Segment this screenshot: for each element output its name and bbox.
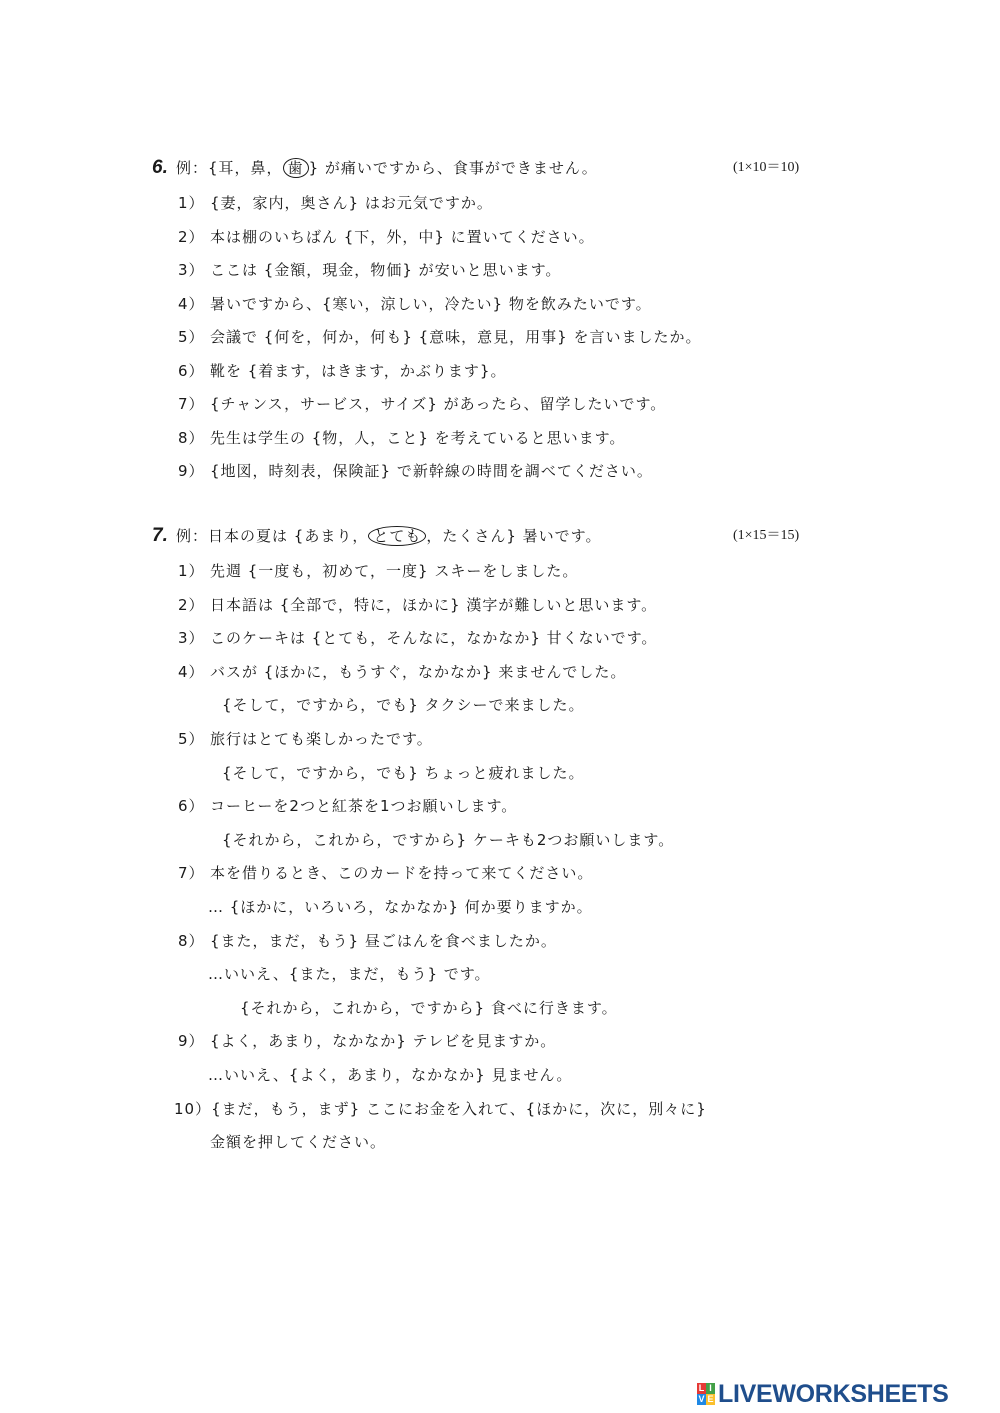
section-6-points: (1×10＝10) (733, 160, 800, 175)
section-7-item-line (178, 561, 578, 581)
item-number: 6） (178, 361, 205, 380)
item-text: ここは {金額，現金，物価} が安いと思います。 (210, 261, 562, 279)
item-text: 日本語は {全部で，特に，ほかに} 漢字が難しいと思います。 (210, 595, 658, 614)
item-text: {よく，あまり，なかなか} テレビを見ますか。 (210, 1032, 557, 1051)
section-7-item-line (174, 1099, 707, 1119)
item-text: {それから，これから，ですから} 食べに行きます。 (240, 998, 618, 1017)
section-7-item-line (222, 695, 585, 715)
item-text: コーヒーを2つと紅茶を1つお願いします。 (210, 797, 518, 816)
item-number: 8） (178, 931, 205, 950)
item-text: 先週 {一度も，初めて，一度} スキーをしました。 (210, 562, 579, 580)
section-7-item-line (208, 1065, 572, 1085)
item-text: …いいえ、{また，まだ，もう} です。 (208, 965, 491, 984)
section-7-item-line (178, 796, 517, 816)
item-number: 7） (178, 864, 205, 883)
item-number: 5） (178, 328, 205, 346)
section-7-item-line (178, 595, 657, 615)
section-7-item-line (178, 729, 433, 749)
item-number: 8） (178, 428, 205, 447)
item-number: 7） (178, 395, 205, 413)
liveworksheets-logo[interactable] (697, 1381, 949, 1407)
item-number: 4） (178, 294, 205, 313)
item-number: 6） (178, 797, 205, 816)
section-7-example (176, 526, 601, 546)
section-7-item-line (208, 897, 593, 917)
section-6-item-line (178, 428, 625, 448)
section-7-item-line (222, 830, 674, 850)
logo-box-letter: L (698, 1383, 705, 1393)
item-number: 4） (178, 662, 205, 681)
section-7-item-line (210, 1132, 386, 1152)
item-text: {そして，ですから，でも} タクシーで来ました。 (222, 696, 585, 715)
section-7-item-line (178, 628, 657, 648)
example-pre: {耳，鼻， (208, 159, 283, 177)
example-label: 例： (176, 159, 209, 177)
item-text: 金額を押してください。 (210, 1133, 387, 1152)
section-6-item-line (178, 260, 561, 280)
section-6-item-line (178, 227, 595, 247)
section-6-item-line (178, 394, 666, 414)
section-7-item-line (240, 998, 618, 1018)
item-text: 本を借りるとき、このカードを持って来てください。 (210, 864, 594, 883)
section-6-item-line (178, 294, 652, 314)
item-text: {また，まだ，もう} 昼ごはんを食べましたか。 (210, 931, 557, 950)
item-number: 3） (178, 261, 205, 279)
item-text: このケーキは {とても，そんなに，なかなか} 甘くないです。 (210, 629, 658, 648)
item-text: 靴を {着ます，はきます，かぶります}。 (210, 361, 507, 380)
item-number: 9） (178, 1032, 205, 1051)
item-text: … {ほかに，いろいろ，なかなか} 何か要りますか。 (208, 898, 593, 916)
item-text: {そして，ですから，でも} ちょっと疲れました。 (222, 763, 585, 782)
item-text: 先生は学生の {物，人，こと} を考えていると思います。 (210, 428, 626, 447)
example-pre: 日本の夏は {あまり， (208, 527, 369, 545)
section-6-item-line (178, 327, 701, 347)
item-text: 暑いですから、{寒い，涼しい，冷たい} 物を飲みたいです。 (210, 294, 652, 313)
item-text: {妻，家内，奥さん} はお元気ですか。 (210, 194, 493, 212)
item-text: バスが {ほかに，もうすぐ，なかなか} 来ませんでした。 (210, 662, 627, 681)
section-7-number: 7. (152, 525, 168, 546)
section-6-item-line (178, 193, 493, 213)
section-7-item-line (178, 662, 626, 682)
logo-box-letter: E (707, 1394, 714, 1404)
section-7-item-line (178, 931, 557, 951)
item-text: {チャンス，サービス，サイズ} があったら、留学したいです。 (210, 395, 667, 413)
example-post: ，たくさん} 暑いです。 (426, 527, 602, 545)
item-number: 10） (174, 1099, 212, 1118)
section-6-example (176, 158, 598, 178)
item-number: 2） (178, 227, 205, 246)
section-7-item-line (222, 763, 585, 783)
item-text: 旅行はとても楽しかったです。 (210, 730, 433, 748)
item-text: {地図，時刻表，保険証} で新幹線の時間を調べてください。 (210, 462, 653, 480)
item-number: 2） (178, 595, 205, 614)
example-circled-answer: 歯 (283, 158, 309, 178)
item-text: {まだ，もう，まず} ここにお金を入れて、{ほかに，次に，別々に} (211, 1099, 707, 1118)
example-circled-answer: とても (368, 526, 426, 546)
item-number: 3） (178, 629, 205, 648)
logo-box-letter: I (706, 1383, 715, 1394)
section-7-item-line (208, 964, 491, 984)
example-post: } が痛いですから、食事ができません。 (308, 159, 598, 177)
logo-box-letter: V (698, 1394, 705, 1404)
item-number: 5） (178, 730, 205, 748)
example-label: 例： (176, 527, 209, 545)
section-7-points: (1×15＝15) (733, 528, 800, 543)
item-text: …いいえ、{よく，あまり，なかなか} 見ません。 (208, 1066, 573, 1084)
item-number: 1） (178, 562, 205, 580)
item-number: 9） (178, 462, 205, 480)
item-number: 1） (178, 194, 205, 212)
section-6-item-line (178, 461, 653, 481)
item-text: 本は棚のいちばん {下，外，中} に置いてください。 (210, 227, 595, 246)
section-6-item-line (178, 361, 506, 381)
section-6-number: 6. (152, 157, 168, 178)
section-7-item-line (178, 863, 593, 883)
logo-text: LIVEWORKSHEETS (718, 1379, 949, 1408)
section-7-item-line (178, 1031, 556, 1051)
item-text: 会議で {何を，何か，何も} {意味，意見，用事} を言いましたか。 (210, 328, 702, 346)
item-text: {それから，これから，ですから} ケーキも2つお願いします。 (222, 830, 675, 849)
logo-icon (697, 1383, 715, 1405)
